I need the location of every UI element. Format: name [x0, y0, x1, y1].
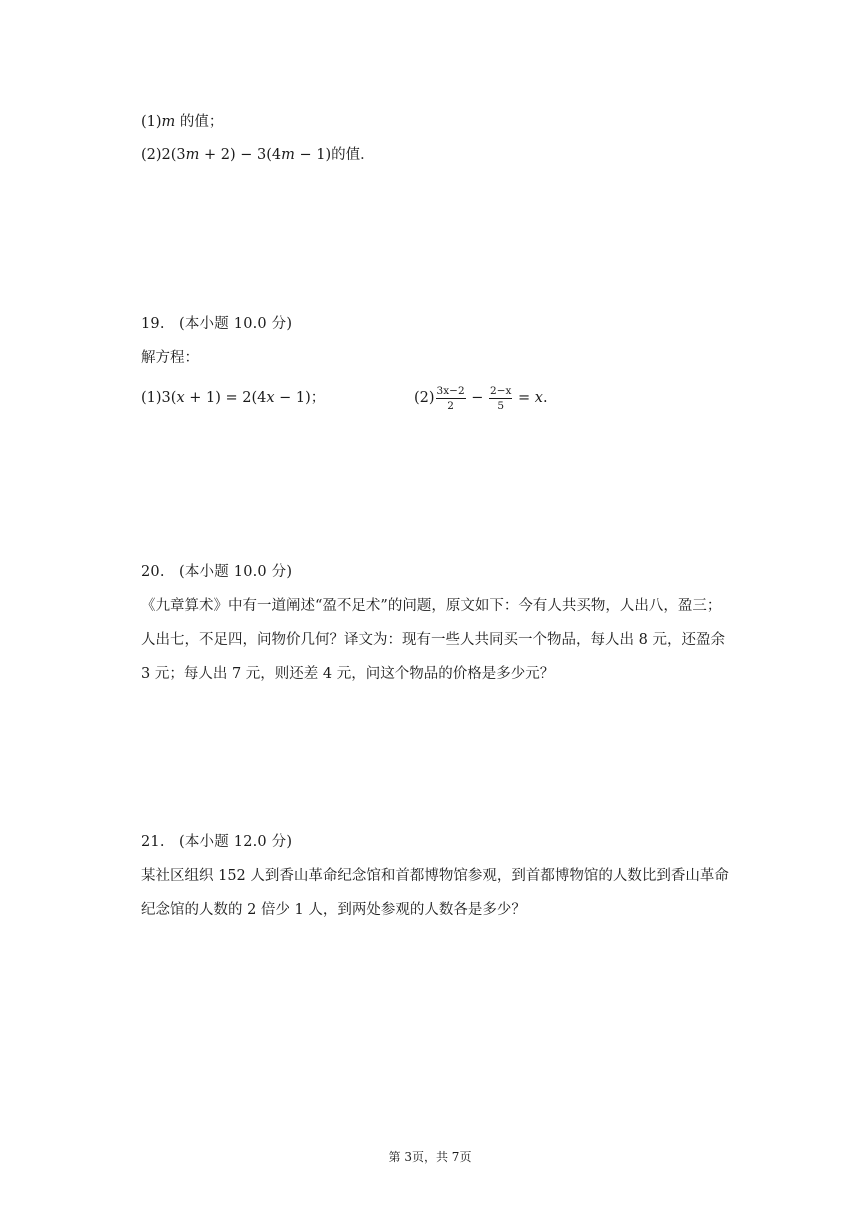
q19-number: 19.	[141, 316, 165, 332]
q21-line-1: 某社区组织 152 人到香山革命纪念馆和首都博物馆参观，到首都博物馆的人数比到香山革命	[141, 868, 729, 884]
q19-part2-fraction-1	[436, 385, 466, 412]
q18-part1-var: m	[161, 114, 176, 130]
q19-part2	[414, 383, 548, 413]
q19-part1	[141, 388, 325, 408]
page-footer: 第 3页，共 7页	[388, 1150, 472, 1164]
q18-part2-var-b: m	[281, 147, 295, 163]
q21-line-2: 纪念馆的人数的 2 倍少 1 人，到两处参观的人数各是多少？	[141, 902, 526, 918]
q21-header	[141, 832, 292, 852]
q19-part2-label: (2)	[414, 390, 435, 406]
q20-number: 20.	[141, 564, 165, 580]
q19-part2-frac2-numerator: 2−x	[490, 384, 512, 397]
q19-part2-frac1-denominator: 2	[447, 399, 454, 412]
q21-number: 21.	[141, 834, 165, 850]
q19-part1-b: + 1) = 2(4	[184, 390, 267, 406]
q20-line-3: 3 元；每人出 7 元，则还差 4 元，问这个物品的价格是多少元？	[141, 666, 555, 682]
q19-part2-frac1-numerator: 3x−2	[436, 384, 465, 397]
q18-part2-label: (2)	[141, 147, 162, 163]
q19-header	[141, 314, 292, 334]
q20-line-2: 人出七，不足四，问物价几何？译文为：现有一些人共同买一个物品，每人出 8 元，还盈余	[141, 632, 725, 648]
q18-part1-text: 的值；	[175, 114, 224, 130]
q19-part1-label: (1)	[141, 390, 162, 406]
q19-part2-fraction-2	[489, 385, 512, 412]
q18-part2	[141, 145, 375, 165]
q20-score: (本小题 10.0 分)	[179, 564, 293, 580]
q19-part2-period: .	[542, 390, 548, 406]
q19-part1-var-b: x	[266, 390, 275, 406]
q19-part1-var-a: x	[176, 390, 185, 406]
q18-part2-expr-c: − 1)	[294, 147, 332, 163]
q20-line-1: 《九章算术》中有一道阐述“盈不足术”的问题，原文如下：今有人共买物，人出八，盈三；	[141, 598, 722, 614]
q18-part2-expr-b: + 2) − 3(4	[199, 147, 282, 163]
q20-header	[141, 562, 292, 582]
q18-part1	[141, 112, 223, 132]
q19-part2-minus: −	[466, 390, 489, 406]
q19-score: (本小题 10.0 分)	[179, 316, 293, 332]
q18-part2-text: 的值．	[331, 147, 375, 163]
q19-part2-var: x	[534, 390, 543, 406]
q19-part1-c: − 1)；	[274, 390, 326, 406]
q19-part2-equals: =	[513, 390, 535, 406]
q18-part2-var-a: m	[185, 147, 200, 163]
q19-part2-frac2-denominator: 5	[497, 399, 505, 412]
q18-part1-label: (1)	[141, 114, 162, 130]
q18-part2-expr-a: 2(3	[161, 147, 186, 163]
q19-instruction: 解方程：	[141, 350, 199, 366]
q21-score: (本小题 12.0 分)	[179, 834, 293, 850]
q19-part1-a: 3(	[161, 390, 177, 406]
